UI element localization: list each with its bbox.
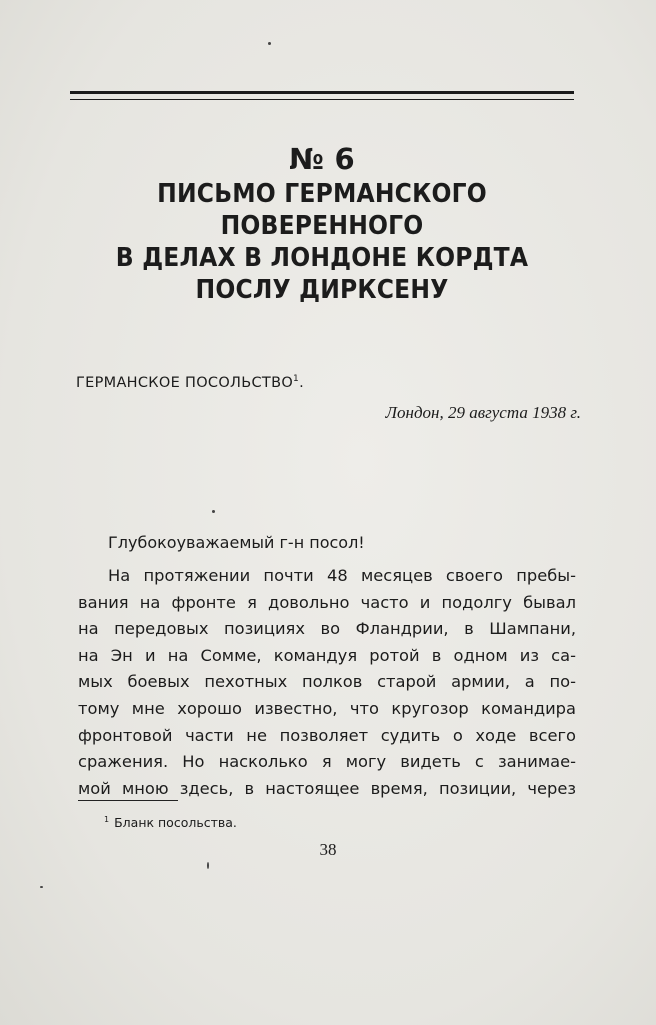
sender-letterhead	[76, 374, 304, 391]
footnote	[104, 815, 237, 830]
title-line-1: ПИСЬМО ГЕРМАНСКОГО ПОВЕРЕННОГО	[157, 179, 487, 241]
sender-text: ГЕРМАНСКОЕ ПОСОЛЬСТВО	[76, 374, 294, 391]
body-line: вания на фронте я довольно часто и подолгу бывал	[78, 592, 576, 612]
letter-body	[78, 563, 576, 802]
footnote-reference: 1	[293, 374, 300, 384]
body-line: мых боевых пехотных полков старой армии, а по-	[78, 672, 576, 692]
salutation: Глубокоуважаемый г-н посол!	[108, 533, 365, 552]
footnote-text: Бланк посольства.	[114, 815, 237, 831]
print-speck	[212, 510, 215, 513]
print-speck	[40, 886, 43, 888]
top-double-rule	[70, 91, 574, 100]
page-number: 38	[319, 840, 337, 859]
body-line: сражения. Но насколько я могу видеть с занимае-	[78, 752, 576, 772]
body-line: тому мне хорошо известно, что кругозор командира	[78, 698, 576, 718]
footnote-mark: 1	[104, 815, 110, 824]
document-number: № 6	[289, 142, 355, 176]
print-speck	[268, 42, 271, 45]
sender-suffix: .	[299, 374, 304, 391]
title-line-3: ПОСЛУ ДИРКСЕНУ	[195, 275, 449, 305]
body-line: на Эн и на Сомме, командуя ротой в одном из са-	[78, 645, 576, 665]
body-line: мой мною здесь, в настоящее время, позиции, через	[78, 778, 576, 798]
print-speck	[207, 862, 209, 869]
place-and-date: Лондон, 29 августа 1938 г.	[385, 403, 581, 422]
body-line: На протяжении почти 48 месяцев своего пребы-	[108, 566, 576, 585]
body-line: на передовых позициях во Фландрии, в Шампани,	[78, 619, 576, 639]
body-line: фронтовой части не позволяет судить о ходе всего	[78, 725, 576, 745]
footnote-rule	[78, 800, 178, 801]
document-heading	[60, 140, 584, 306]
title-line-2: В ДЕЛАХ В ЛОНДОНЕ КОРДТА	[115, 243, 529, 273]
